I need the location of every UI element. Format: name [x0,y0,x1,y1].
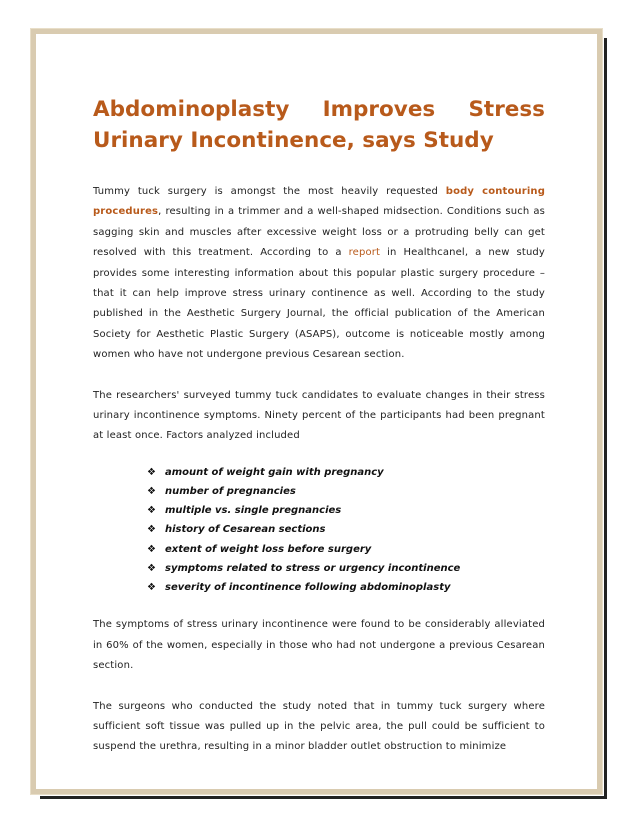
title-word: Abdominoplasty [93,97,290,122]
list-item [147,540,545,559]
factors-list [93,463,545,597]
text: in Healthcanel, a new study provides some interesting information about this popular plastic surgery procedure – that it can help improve stress urinary continence as well. According to the study published in the Aesthetic Surgery Journal, the official publication of the American Society for Aesthetic Plastic Surgery (ASAPS), outcome is noticeable mostly among women who have not undergone previous Cesarean section. [93,247,546,361]
title-line-2: Urinary Incontinence, says Study [93,128,494,153]
diamond-bullet-icon: ❖ [147,505,156,517]
report-link[interactable]: report [348,247,381,259]
text: , resulting in a trimmer and a well-shaped midsection. Conditions such as sagging skin and muscles after excessive weight loss or a protruding belly can get resolved with this treatment. According to a [93,206,545,259]
list-item-text: number of pregnancies [165,486,296,498]
text: Tummy tuck surgery is amongst the most heavily requested [93,186,446,197]
list-item-text: history of Cesarean sections [165,524,326,536]
list-item [147,559,545,578]
title-word: Stress [468,97,545,122]
paragraph-surgeons: The surgeons who conducted the study noted that in tummy tuck surgery where sufficient soft tissue was pulled up in the pelvic area, the pull could be sufficient to suspend the urethra, resulting in a minor bladder outlet obstruction to minimize [93,700,545,753]
paragraph-findings: The symptoms of stress urinary incontinence were found to be considerably alleviated in 60% of the women, especially in those who had not undergone a previous Cesarean section. [93,619,545,672]
title-line-1 [93,94,545,125]
list-item-text: multiple vs. single pregnancies [165,505,342,517]
highlight-body-contouring[interactable]: body contouring procedures [93,186,546,218]
list-item [147,520,545,539]
diamond-bullet-icon: ❖ [147,582,156,594]
diamond-bullet-icon: ❖ [147,562,156,574]
list-item [147,463,545,482]
list-item [147,482,545,501]
list-item-text: severity of incontinence following abdominoplasty [165,582,451,594]
diamond-bullet-icon: ❖ [147,543,156,555]
diamond-bullet-icon: ❖ [147,524,156,536]
list-item [147,501,545,520]
paragraph-intro [93,182,545,366]
list-item [147,578,545,597]
article [93,94,545,758]
paragraph-research: The researchers' surveyed tummy tuck candidates to evaluate changes in their stress urinary incontinence symptoms. Ninety percent of the participants had been pregnant at least once. Factors analyzed included [93,389,545,442]
title-word: Improves [322,97,436,122]
list-item-text: extent of weight loss before surgery [165,543,372,555]
article-title [93,94,545,156]
diamond-bullet-icon: ❖ [147,466,156,478]
list-item-text: amount of weight gain with pregnancy [165,466,384,478]
list-item-text: symptoms related to stress or urgency incontinence [165,562,461,574]
diamond-bullet-icon: ❖ [147,486,156,498]
